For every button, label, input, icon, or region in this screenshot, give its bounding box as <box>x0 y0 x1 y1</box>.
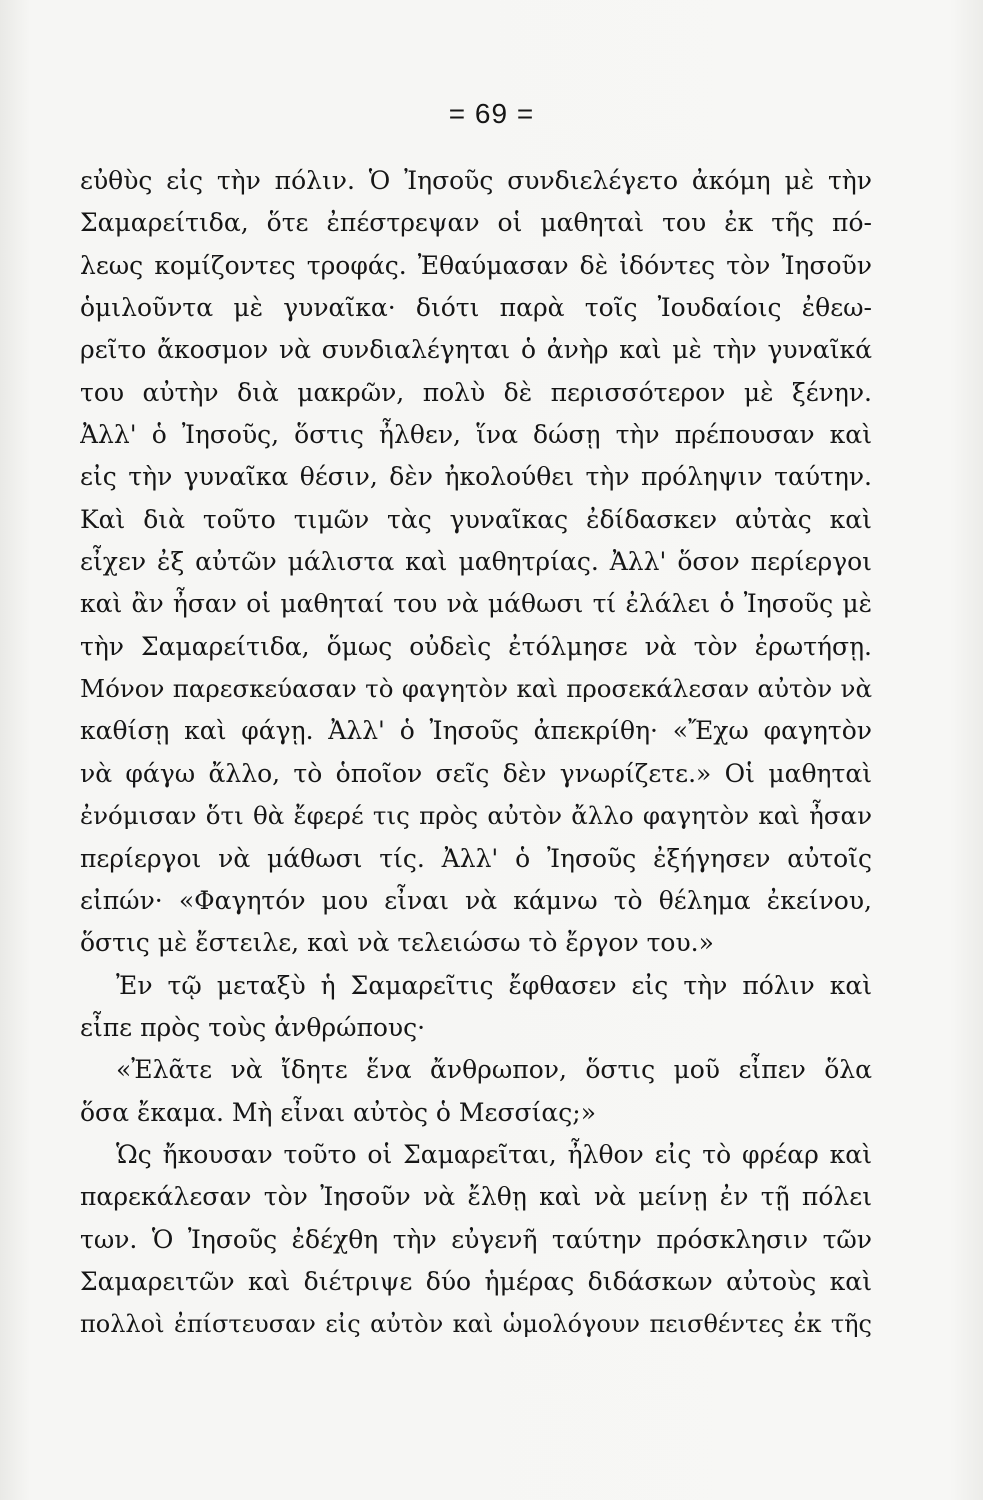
text-line: «Ἐλᾶτε νὰ ἴδητε ἕνα ἄνθρωπον, ὅστις μοῦ εἶπεν ὅλα <box>116 1055 872 1085</box>
text-line: Καὶ διὰ τοῦτο τιμῶν τὰς γυναῖκας ἐδίδασκεν αὐτὰς καὶ <box>80 504 872 534</box>
text-line: εἶχεν ἐξ αὐτῶν μάλιστα καὶ μαθητρίας. Ἀλλ' ὅσον περίεργοι <box>80 547 872 577</box>
text-line: λεως κομίζοντες τροφάς. Ἐθαύμασαν δὲ ἰδόντες τὸν Ἰησοῦν <box>80 250 872 280</box>
text-line: νὰ φάγω ἄλλο, τὸ ὁποῖον σεῖς δὲν γνωρίζετε.» Οἱ μαθηταὶ <box>80 758 872 788</box>
text-line: Ἀλλ' ὁ Ἰησοῦς, ὅστις ἦλθεν, ἵνα δώσῃ τὴν πρέπουσαν καὶ <box>80 420 872 450</box>
text-line: Μόνον παρεσκεύασαν τὸ φαγητὸν καὶ προσεκάλεσαν αὐτὸν νὰ <box>80 674 872 704</box>
text-line: ὁμιλοῦντα μὲ γυναῖκα· διότι παρὰ τοῖς Ἰουδαίοις ἐθεω- <box>80 293 872 323</box>
text-line: των. Ὁ Ἰησοῦς ἐδέχθη τὴν εὐγενῆ ταύτην πρόσκλησιν τῶν <box>80 1224 872 1254</box>
text-line: παρεκάλεσαν τὸν Ἰησοῦν νὰ ἔλθῃ καὶ νὰ μείνῃ ἐν τῇ πόλει <box>80 1182 872 1212</box>
text-line: περίεργοι νὰ μάθωσι τίς. Ἀλλ' ὁ Ἰησοῦς ἐξήγησεν αὐτοῖς <box>80 843 872 873</box>
text-line: ρεῖτο ἄκοσμον νὰ συνδιαλέγηται ὁ ἀνὴρ καὶ μὲ τὴν γυναῖκά <box>80 335 872 365</box>
text-line: εἰπών· «Φαγητόν μου εἶναι νὰ κάμνω τὸ θέλημα ἐκείνου, <box>80 885 872 915</box>
text-line: καθίσῃ καὶ φάγῃ. Ἀλλ' ὁ Ἰησοῦς ἀπεκρίθη· «Ἔχω φαγητὸν <box>80 716 872 746</box>
text-line: ὅσα ἔκαμα. Μὴ εἶναι αὐτὸς ὁ Μεσσίας;» <box>80 1097 596 1127</box>
body-text <box>80 160 872 1346</box>
text-line: εὐθὺς εἰς τὴν πόλιν. Ὁ Ἰησοῦς συνδιελέγετο ἀκόμη μὲ τὴν <box>80 166 872 195</box>
text-line: καὶ ἂν ἦσαν οἱ μαθηταί του νὰ μάθωσι τί ἐλάλει ὁ Ἰησοῦς μὲ <box>80 589 872 619</box>
text-line: του αὐτὴν διὰ μακρῶν, πολὺ δὲ περισσότερον μὲ ξένην. <box>80 377 872 407</box>
text-line: εἰς τὴν γυναῖκα θέσιν, δὲν ἠκολούθει τὴν πρόληψιν ταύτην. <box>80 462 872 492</box>
page-number: = 69 = <box>448 98 535 129</box>
text-line: Ὡς ἤκουσαν τοῦτο οἱ Σαμαρεῖται, ἦλθον εἰς τὸ φρέαρ καὶ <box>116 1139 872 1169</box>
text-line: ὅστις μὲ ἔστειλε, καὶ νὰ τελειώσω τὸ ἔργον του.» <box>80 928 714 958</box>
text-line: εἶπε πρὸς τοὺς ἀνθρώπους· <box>80 1012 426 1042</box>
text-line: Ἐν τῷ μεταξὺ ἡ Σαμαρεῖτις ἔφθασεν εἰς τὴν πόλιν καὶ <box>116 970 872 1000</box>
text-line: Σαμαρείτιδα, ὅτε ἐπέστρεψαν οἱ μαθηταὶ του ἐκ τῆς πό- <box>80 208 872 238</box>
text-line: ἐνόμισαν ὅτι θὰ ἔφερέ τις πρὸς αὐτὸν ἄλλο φαγητὸν καὶ ἦσαν <box>80 801 872 831</box>
text-line: πολλοὶ ἐπίστευσαν εἰς αὐτὸν καὶ ὡμολόγουν πεισθέντες ἐκ τῆς <box>80 1310 872 1339</box>
text-line: τὴν Σαμαρείτιδα, ὅμως οὐδεὶς ἐτόλμησε νὰ τὸν ἐρωτήσῃ. <box>80 631 872 661</box>
text-line: Σαμαρειτῶν καὶ διέτριψε δύο ἡμέρας διδάσκων αὐτοὺς καὶ <box>80 1266 872 1296</box>
